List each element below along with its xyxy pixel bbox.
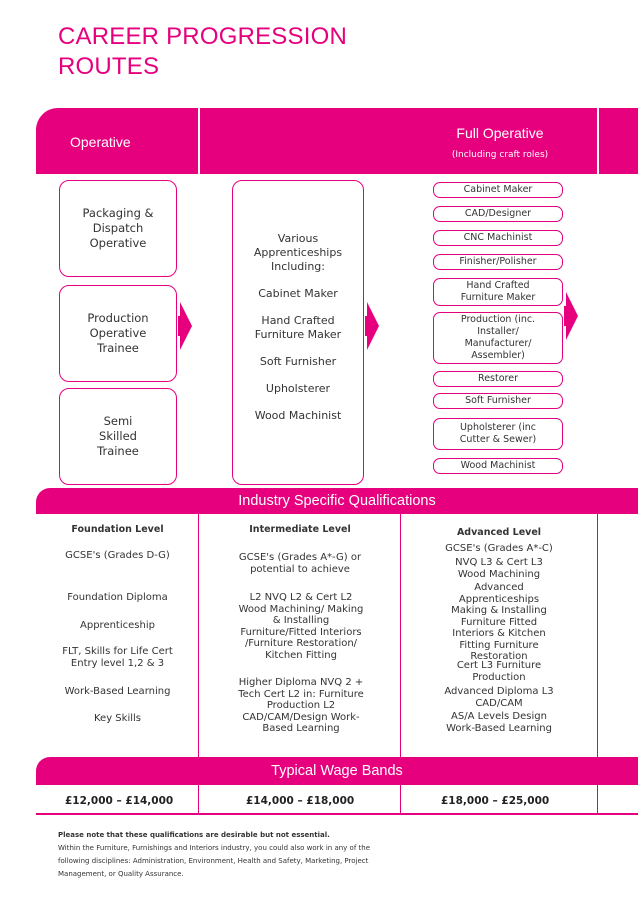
intermediate-item: GCSE's (Grades A*-G) or potential to achieve (238, 552, 362, 575)
column-divider (198, 514, 199, 757)
advanced-item: Advanced Diploma L3 CAD/CAM (444, 686, 554, 709)
progression-arrow-icon (367, 302, 379, 350)
entry-role-label: Production Operative Trainee (87, 311, 149, 355)
foundation-item: Foundation Diploma (67, 592, 168, 603)
full-role-pill (433, 278, 563, 306)
column-divider (597, 514, 598, 757)
qualifications-title: Industry Specific Qualifications (238, 493, 436, 509)
bottom-rule (36, 813, 638, 815)
advanced-item: Cert L3 Furniture Production (456, 660, 542, 683)
full-role-pill (433, 418, 563, 450)
apprenticeship-item: Cabinet Maker (258, 287, 338, 300)
entry-role-box (59, 285, 177, 382)
advanced-heading: Advanced Level (456, 527, 542, 538)
header-divider (198, 108, 200, 174)
full-role-pill (433, 230, 563, 246)
foundation-item: FLT, Skills for Life Cert Entry level 1,2 & 3 (62, 646, 173, 669)
apprenticeships-list (236, 232, 360, 436)
apprenticeships-intro: Various Apprenticeships Including: (253, 232, 343, 273)
foundation-item: Apprenticeship (80, 620, 155, 631)
title-line-2: ROUTES (58, 53, 160, 80)
wage-band-value: £18,000 – £25,000 (441, 795, 550, 807)
full-operative-heading: Full Operative (456, 125, 544, 141)
intermediate-heading: Intermediate Level (249, 524, 351, 535)
full-role-pill (433, 312, 563, 364)
operative-heading: Operative (70, 134, 131, 150)
apprenticeship-item: Upholsterer (265, 382, 331, 395)
full-role-label: CAD/Designer (464, 208, 532, 219)
column-divider (198, 785, 199, 813)
apprenticeship-item: Hand Crafted Furniture Maker (254, 314, 342, 341)
full-role-label: CNC Machinist (463, 232, 533, 243)
full-role-label: Soft Furnisher (465, 395, 531, 406)
advanced-item: NVQ L3 & Cert L3 Wood Machining (455, 557, 543, 580)
progression-arrow-icon (566, 292, 578, 340)
progression-arrow-icon (180, 302, 192, 350)
intermediate-item: Higher Diploma NVQ 2 + Tech Cert L2 in: Furniture Production L2 CAD/CAM/Design Work-Based Learning (238, 677, 364, 734)
advanced-item: GCSE's (Grades A*-C) (445, 543, 553, 554)
full-role-label: Cabinet Maker (463, 184, 533, 195)
apprenticeship-item: Soft Furnisher (259, 355, 337, 368)
entry-role-box (59, 388, 177, 485)
full-role-label: Hand Crafted Furniture Maker (460, 280, 536, 303)
page-title (58, 22, 388, 82)
title-line-1: CAREER PROGRESSION (58, 23, 347, 50)
full-role-pill (433, 182, 563, 198)
full-role-pill (433, 206, 563, 222)
column-divider (400, 785, 401, 813)
column-divider (400, 514, 401, 757)
full-role-label: Production (inc. Installer/ Manufacturer/ Assembler) (460, 314, 536, 361)
full-role-pill (433, 371, 563, 387)
full-role-label: Restorer (478, 373, 518, 384)
full-role-label: Wood Machinist (460, 460, 536, 471)
foundation-item: GCSE's (Grades D-G) (65, 550, 170, 561)
full-role-label: Finisher/Polisher (459, 256, 537, 267)
header-divider (597, 108, 599, 174)
entry-role-label: Semi Skilled Trainee (97, 414, 139, 458)
footnote-text: Within the Furniture, Furnishings and Interiors industry, you could also work in any of the following disciplines: Administration, Environment, Health and Safety, Marketing, Project Management, or Quality Assurance. (58, 844, 370, 878)
foundation-item: Work-Based Learning (64, 686, 171, 697)
column-divider (597, 785, 598, 813)
entry-role-label: Packaging & Dispatch Operative (82, 206, 154, 250)
advanced-item: Advanced Apprenticeships Making & Installing Furniture Fitted Interiors & Kitchen Fitting Furniture Restoration (451, 582, 547, 662)
foundation-heading: Foundation Level (71, 524, 164, 535)
foundation-item: Key Skills (94, 713, 141, 724)
apprenticeship-item: Wood Machinist (254, 409, 342, 422)
footnote (58, 829, 398, 881)
intermediate-item: L2 NVQ L2 & Cert L2 Wood Machining/ Making & Installing Furniture/Fitted Interiors /Furniture Restoration/ Kitchen Fitting (238, 592, 364, 661)
full-role-pill (433, 393, 563, 409)
entry-role-box (59, 180, 177, 277)
footnote-bold: Please note that these qualifications are desirable but not essential. (58, 831, 330, 839)
wage-band-value: £14,000 – £18,000 (246, 795, 355, 807)
advanced-item: AS/A Levels Design Work-Based Learning (446, 711, 552, 734)
wage-title: Typical Wage Bands (271, 763, 403, 779)
full-role-label: Upholsterer (inc Cutter & Sewer) (459, 422, 537, 445)
wage-band-value: £12,000 – £14,000 (65, 795, 174, 807)
full-role-pill (433, 254, 563, 270)
full-role-pill (433, 458, 563, 474)
full-operative-subheading: (Including craft roles) (451, 150, 549, 160)
